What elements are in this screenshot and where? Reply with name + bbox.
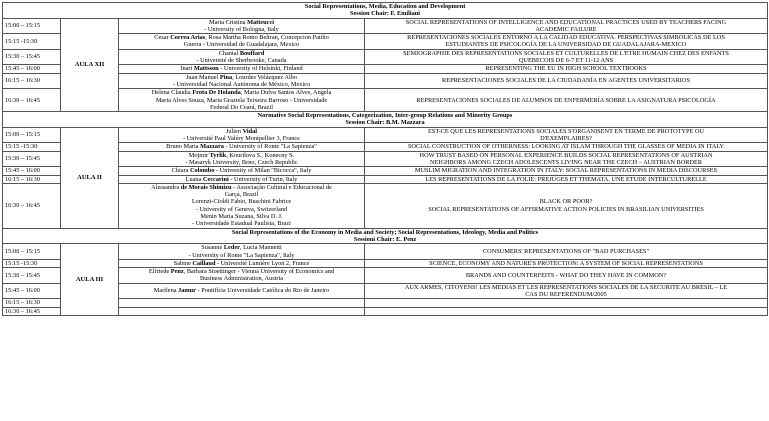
- presenting-author: Caillaud: [192, 259, 216, 267]
- talk-authors: [119, 18, 365, 34]
- talk-title: [365, 183, 768, 228]
- author-text: Chiara: [171, 167, 190, 175]
- author-text: Menin Maria Suzana, Silva D. J.: [200, 213, 283, 221]
- author-line: [121, 268, 362, 275]
- schedule-body: [3, 3, 768, 316]
- author-text: - Universidad Nacional Autónoma de México, Mexico: [172, 80, 311, 88]
- session-header-row: [3, 112, 768, 128]
- talk-authors: [119, 143, 365, 151]
- author-line: [121, 143, 362, 150]
- author-text: - Université Lumière Lyon 2, France: [215, 259, 310, 267]
- presenting-author: Bouffard: [239, 49, 265, 57]
- author-line: [121, 287, 362, 294]
- author-text: , Maria Dulva Santos Alves, Angela: [240, 89, 332, 97]
- author-text: - Masaryk University, Brno, Czech Republic: [185, 158, 298, 166]
- talk-time: 15:30 – 15:45: [3, 151, 61, 167]
- presenting-author: Correa Arias: [170, 34, 206, 42]
- author-line: [121, 128, 362, 135]
- talk-time: 16:30 – 16:45: [3, 307, 61, 315]
- author-text: Bruno Maria: [166, 143, 201, 151]
- author-text: - University of Geneva, Switzerland: [195, 205, 288, 213]
- talk-title-line: MUSLIM MIGRATION AND INTEGRATION IN ITALY: SOCIAL REPRESENTATIONS IN MEDIA DISCOURSES: [414, 167, 718, 175]
- author-text: - Pontifícia Universidade Católica do Rio de Janeiro: [195, 287, 330, 295]
- talk-title: [365, 259, 768, 267]
- author-text: Garça, Brazil: [224, 191, 259, 199]
- talk-time: 15:45 – 16:00: [3, 167, 61, 175]
- session-chair: Session Chair: F. Emiliani: [349, 10, 421, 18]
- talk-row: [3, 18, 768, 34]
- talk-authors: [119, 151, 365, 167]
- session-header-row: [3, 228, 768, 244]
- talk-time: 16:30 – 16:45: [3, 89, 61, 112]
- session-chair: Session Chair: B.M. Mazzara: [345, 119, 425, 127]
- talk-time: 15:00 – 15:15: [3, 244, 61, 260]
- talk-authors: [119, 73, 365, 89]
- talk-authors: [119, 299, 365, 307]
- talk-title-line: SCIENCE, ECONOMY AND NATURE'S PROTECTION: A SYSTEM OF SOCIAL REPRESENTATIONS: [429, 259, 703, 267]
- author-text: - Université de Sherbrooke, Canada: [196, 57, 287, 65]
- author-line: [121, 220, 362, 227]
- talk-title: [365, 18, 768, 34]
- author-line: [121, 34, 362, 41]
- talk-time: 15:45 – 16:00: [3, 65, 61, 73]
- author-text: - Universidade Estadual Paulista, Brazi: [192, 220, 291, 228]
- talk-title-line: CONSUMERS' REPRESENTATIONS OF "BAD PURCHASES": [482, 247, 650, 255]
- talk-authors: [119, 127, 365, 143]
- talk-title-line: REPRESENTACIONES SOCIALES DE LA CIUDADANÍA EN AGENTES UNIVERSITARIOS: [442, 77, 690, 85]
- author-text: - University of Milan "Bicocca", Italy: [214, 167, 312, 175]
- author-text: , Lucia Mannetti: [239, 244, 282, 252]
- session-header: [3, 3, 768, 19]
- author-line: [121, 275, 362, 282]
- author-text: , Kourilova S., Konecny S.: [226, 151, 295, 159]
- talk-authors: [119, 167, 365, 175]
- author-text: Maria Cristina: [208, 18, 248, 26]
- author-line: [121, 81, 362, 88]
- talk-title: [365, 283, 768, 299]
- talk-row: [3, 244, 768, 260]
- author-text: - Université Paul Valéry Montpellier 3, France: [183, 135, 300, 143]
- session-title: Normative Social Representations, Categorization, Inter-group Relations and Minority Groups: [257, 112, 513, 120]
- talk-title: [365, 175, 768, 183]
- author-text: Julien: [225, 127, 243, 135]
- talk-authors: [119, 259, 365, 267]
- author-text: Susanne: [201, 244, 224, 252]
- talk-authors: [119, 244, 365, 260]
- talk-title: [365, 143, 768, 151]
- author-line: [121, 206, 362, 213]
- author-text: , Barbara Stoettinger - Vienna University of Economics and: [183, 268, 335, 276]
- talk-time: 15:45 – 16:00: [3, 283, 61, 299]
- author-line: [121, 176, 362, 183]
- presenting-author: Vidal: [242, 127, 258, 135]
- talk-title-line: BLACK OR POOR?: [539, 198, 593, 206]
- talk-time: 15:15 -15:30: [3, 143, 61, 151]
- author-text: Inari: [180, 65, 194, 73]
- author-text: - University of Turin, Italy: [228, 175, 298, 183]
- session-chair: Sessioni Chair: E. Penz: [353, 235, 417, 243]
- author-text: Marilena: [153, 287, 179, 295]
- author-text: Maria Alves Souza, Maria Graziela Teixeira Barroso - Universidade: [155, 96, 328, 104]
- talk-title-line: AUX ARMES, CITOYENS! LES MEDIAS ET LES REPRESENTATIONS SOCIALES DE LA SECURITE AU BRESIL – LE: [404, 283, 728, 291]
- author-line: [121, 104, 362, 111]
- author-line: [121, 97, 362, 104]
- talk-title-line: HOW TRUST BASED ON PERSONAL EXPERIENCE BUILDS SOCIAL REPRESENTATIONS OF AUSTRIAN: [419, 151, 713, 159]
- author-text: - University of Rome "La Sapienza": [223, 143, 317, 151]
- author-line: [121, 191, 362, 198]
- talk-time: 15:15 -15:30: [3, 34, 61, 50]
- talk-title: [365, 268, 768, 284]
- talk-title: [365, 34, 768, 50]
- talk-row: [3, 127, 768, 143]
- presenting-author: Penz: [170, 268, 184, 276]
- talk-title: [365, 89, 768, 112]
- talk-title: [365, 299, 768, 307]
- author-line: [121, 74, 362, 81]
- author-text: Alessandra: [151, 183, 181, 191]
- talk-time: 15:30 – 15:45: [3, 268, 61, 284]
- author-line: [121, 135, 362, 142]
- author-line: [121, 57, 362, 64]
- author-text: Sabine: [173, 259, 193, 267]
- author-text: Elfriede: [148, 268, 171, 276]
- talk-title: [365, 127, 768, 143]
- author-line: [121, 167, 362, 174]
- talk-title-line: EST-CE QUE LES REPRESENTATIONS SOCIALES S'ORGANISENT EN TERME DE PROTOTYPE OU: [427, 127, 705, 135]
- session-title: Social Representations of the Economy in Media and Society; Social Representations, Ideology, Media and Politics: [231, 228, 539, 236]
- talk-title-line: REPRESENTACIONES SOCIALES DE ALUMNOS DE ENFERMERÍA SOBRE LA ASIGNATURA PSICOLOGÍA: [416, 96, 716, 104]
- talk-title-line: REPRESENTACIONES SOCIALES ENTORNO A LA CALIDAD EDUCATIVA. PERSPECTIVAS SIMBÓLICAS DE LOS: [407, 34, 725, 42]
- author-line: [121, 65, 362, 72]
- author-text: Helena Claudia: [151, 89, 193, 97]
- schedule-table: [2, 2, 768, 316]
- author-text: Business Administration, Austria: [199, 275, 284, 283]
- author-line: [121, 50, 362, 57]
- presenting-author: Leder: [223, 244, 240, 252]
- talk-time: 16:15 – 16:30: [3, 73, 61, 89]
- talk-title-line: SOCIAL REPRESENTATIONS OF AFFIRMATIVE ACTION POLICIES IN BRASILIAN UNIVERSITIES: [428, 205, 704, 213]
- session-room: AULA II: [61, 127, 119, 228]
- talk-title: [365, 73, 768, 89]
- talk-title-line: QUEBECOIS DE 6-7 ET 11-12 ANS: [518, 57, 614, 65]
- presenting-author: Pina: [219, 73, 233, 81]
- presenting-author: Matteucci: [247, 18, 275, 26]
- talk-title-line: ESTUDIANTES DE PSICOLOGÍA DE LA UNIVERSIDAD DE GUADALAJARA-MEXICO: [445, 41, 687, 49]
- presenting-author: Mattsson: [193, 65, 219, 73]
- talk-authors: [119, 89, 365, 112]
- talk-authors: [119, 65, 365, 73]
- session-header: [3, 228, 768, 244]
- author-text: Juan Manuel: [185, 73, 220, 81]
- author-line: [121, 26, 362, 33]
- author-text: Chantal: [218, 49, 240, 57]
- author-line: [121, 89, 362, 96]
- talk-time: 15:15 -15:30: [3, 259, 61, 267]
- author-text: Lorenzi-Cioldi Fabio, Buschini Fabrice: [191, 198, 292, 206]
- author-line: [121, 252, 362, 259]
- author-text: , Rosa Martha Romo Beltran, Concepcion Patiño: [205, 34, 329, 42]
- presenting-author: Mazzara: [200, 143, 224, 151]
- talk-title: [365, 167, 768, 175]
- talk-title-line: SOCIAL REPRESENTATIONS OF INTELLIGENCE AND EDUCATIONAL PRACTICES USED BY TEACHERS FACING: [405, 18, 727, 26]
- author-line: [121, 184, 362, 191]
- talk-authors: [119, 49, 365, 65]
- talk-authors: [119, 34, 365, 50]
- author-text: Cesar: [154, 34, 171, 42]
- author-line: [121, 260, 362, 267]
- author-text: - University of Bologna, Italy: [204, 25, 279, 33]
- author-text: Guerra - Universidad de Guadalajara, Mexico: [183, 41, 300, 49]
- talk-time: 15:30 – 15:45: [3, 49, 61, 65]
- author-line: [121, 152, 362, 159]
- author-text: Federal Do Ceará, Brazil: [210, 103, 273, 111]
- talk-title: [365, 65, 768, 73]
- presenting-author: Tyrlik: [209, 151, 227, 159]
- author-text: , Lourdes Velázquez Albo: [232, 73, 298, 81]
- presenting-author: Jamur: [178, 287, 196, 295]
- session-header-row: [3, 3, 768, 19]
- talk-title-line: NEIGHBORS AMONG CZECH ADOLESCENTS LIVING NEAR THE CZECH – AUSTRIAN BORDER: [429, 158, 703, 166]
- talk-title: [365, 49, 768, 65]
- session-room: AULA III: [61, 244, 119, 316]
- talk-title-line: LES REPRESENTATIONS DE LA FOLIE: PREJUGES ET THEMATA. UNE ETUDE INTERCULTURELLE: [425, 175, 707, 183]
- talk-authors: [119, 183, 365, 228]
- presenting-author: Ceccarini: [202, 175, 229, 183]
- talk-authors: [119, 307, 365, 315]
- author-line: [121, 213, 362, 220]
- talk-title: [365, 151, 768, 167]
- talk-authors: [119, 283, 365, 299]
- talk-title-line: D'EXEMPLAIRES?: [540, 135, 592, 143]
- talk-title-line: CAS DU REFERENDUM/2005: [525, 290, 607, 298]
- talk-title-line: REPRESENTING THE EU IN HIGH SCHOOL TEXTBOOKS: [485, 65, 647, 73]
- talk-title: [365, 307, 768, 315]
- talk-time: 16:15 – 16:30: [3, 175, 61, 183]
- author-text: - University of Rome "La Sapienza", Italy: [188, 251, 295, 259]
- talk-title: [365, 244, 768, 260]
- talk-authors: [119, 268, 365, 284]
- author-line: [121, 244, 362, 251]
- author-line: [121, 159, 362, 166]
- talk-title-line: SOCIAL CONSTRUCTION OF OTHERNESS: LOOKING AT ISLAM THROUGH THE GLASSES OF MEDIA IN ITALY: [407, 143, 725, 151]
- talk-time: 16:30 – 16:45: [3, 183, 61, 228]
- author-line: [121, 19, 362, 26]
- talk-time: 15:00 – 15:15: [3, 127, 61, 143]
- talk-title-line: BRANDS AND COUNTERFEITS - WHAT DO THEY HAVE IN COMMON?: [465, 271, 667, 279]
- author-line: [121, 41, 362, 48]
- session-title: Social Representations, Media, Education and Development: [304, 3, 466, 10]
- session-header: [3, 112, 768, 128]
- author-text: Mojmir: [188, 151, 210, 159]
- presenting-author: Colombo: [189, 167, 215, 175]
- session-room: AULA XII: [61, 18, 119, 112]
- presenting-author: Frota De Holanda: [192, 89, 241, 97]
- presenting-author: de Morais Shimizu: [180, 183, 232, 191]
- talk-time: 15:00 – 15:15: [3, 18, 61, 34]
- author-text: Luana: [185, 175, 203, 183]
- author-text: - University of Helsinki, Finland: [218, 65, 303, 73]
- talk-time: 16:15 – 16:30: [3, 299, 61, 307]
- author-line: [121, 198, 362, 205]
- talk-title-line: ACADEMIC FAILURE: [535, 25, 597, 33]
- talk-title-line: SEMIOGRAPHIE DES REPRESENTATIONS SOCIALES ET CULTURELLES DE L'ETRE HUMAIN CHEZ DES ENFANTS: [403, 49, 729, 57]
- author-text: - Associação Cultural e Educacional de: [231, 183, 332, 191]
- talk-authors: [119, 175, 365, 183]
